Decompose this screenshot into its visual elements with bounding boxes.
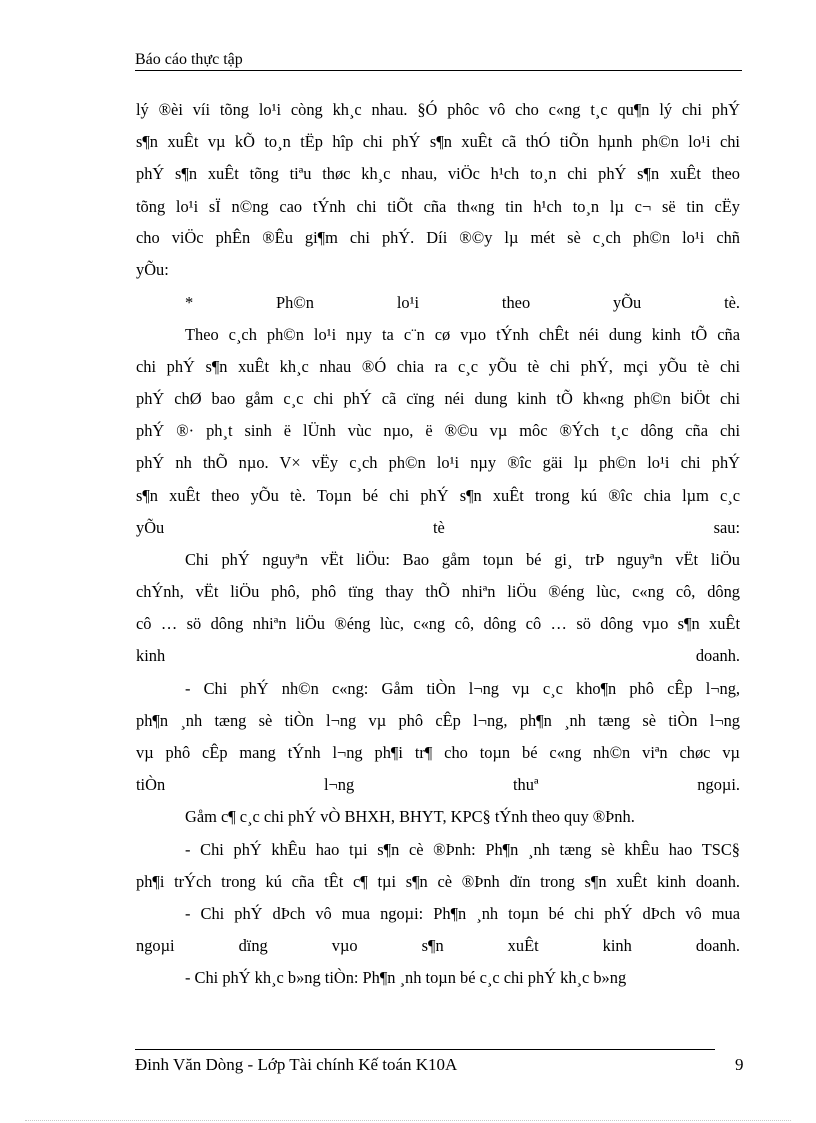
- body-line: ph¶i trÝch trong kú cña tÊt c¶ tµi s¶n cè ®Þnh dïn trong s¶n xuÊt kinh doanh.: [136, 872, 740, 891]
- body-line: chÝnh, vËt liÖu phô, phô tïng thay thÕ nhiªn liÖu ®éng lùc, c«ng cô, dông: [136, 582, 740, 601]
- page-header-title: Báo cáo thực tập: [135, 51, 243, 68]
- footer-divider: [135, 1049, 715, 1050]
- body-line: cho viÖc phÊn ®Êu gi¶m chi phÝ. Díi ®©y lµ mét sè c¸ch ph©n lo¹i chñ: [136, 228, 740, 247]
- body-line: tõng lo¹i sÏ n©ng cao tÝnh chi tiÕt cña th«ng tin h¹ch to¸n lµ c¬ së tin cËy: [136, 197, 740, 216]
- body-line: tiÒn l¬ng thuª ngoµi.: [136, 775, 740, 794]
- header-divider: [135, 70, 742, 71]
- body-line: lý ®èi víi tõng lo¹i còng kh¸c nhau. §Ó phôc vô cho c«ng t¸c qu¶n lý chi phÝ: [136, 100, 740, 119]
- body-line: vµ phô cÊp mang tÝnh l¬ng ph¶i tr¶ cho toµn bé c«ng nh©n viªn chøc vµ: [136, 743, 740, 762]
- body-line: - Chi phÝ nh©n c«ng: Gåm tiÒn l¬ng vµ c¸c kho¶n phô cÊp l¬ng,: [185, 679, 740, 698]
- body-line: s¶n xuÊt vµ kÕ to¸n tËp hîp chi phÝ s¶n xuÊt cã thÓ tiÕn hµnh ph©n lo¹i chi: [136, 132, 740, 151]
- page-bottom-edge: [25, 1120, 791, 1121]
- body-line: phÝ ®· ph¸t sinh ë lÜnh vùc nµo, ë ®©u vµ môc ®Ých t¸c dông cña chi: [136, 421, 740, 440]
- body-line: Gåm c¶ c¸c chi phÝ vÒ BHXH, BHYT, KPC§ tÝnh theo quy ®Þnh.: [185, 807, 635, 826]
- body-line: Chi phÝ nguyªn vËt liÖu: Bao gåm toµn bé gi¸ trÞ nguyªn vËt liÖu: [185, 550, 740, 569]
- body-line: yÕu:: [136, 260, 169, 279]
- body-line: phÝ nh thÕ nµo. V× vËy c¸ch ph©n lo¹i nµy ®îc gäi lµ ph©n lo¹i chi phÝ: [136, 453, 740, 472]
- section-heading: * Ph©n lo¹i theo yÕu tè.: [185, 293, 740, 312]
- body-line: ph¶n ¸nh tæng sè tiÒn l¬ng vµ phô cÊp l¬ng, ph¶n ¸nh tæng sè tiÒn l¬ng: [136, 711, 740, 730]
- body-line: kinh doanh.: [136, 646, 740, 665]
- body-line: ngoµi dïng vµo s¶n xuÊt kinh doanh.: [136, 936, 740, 955]
- body-line: yÕu tè sau:: [136, 518, 740, 537]
- body-line: s¶n xuÊt theo yÕu tè. Toµn bé chi phÝ s¶n xuÊt trong kú ®îc chia lµm c¸c: [136, 486, 740, 505]
- body-line: - Chi phÝ kh¸c b»ng tiÒn: Ph¶n ¸nh toµn bé c¸c chi phÝ kh¸c b»ng: [185, 968, 627, 987]
- footer-author: Đinh Văn Dòng - Lớp Tài chính Kế toán K10A: [135, 1055, 458, 1074]
- page-number: 9: [735, 1055, 744, 1074]
- body-line: phÝ chØ bao gåm c¸c chi phÝ cã cïng néi dung kinh tÕ kh«ng ph©n biÖt chi: [136, 389, 740, 408]
- body-line: - Chi phÝ dÞch vô mua ngoµi: Ph¶n ¸nh toµn bé chi phÝ dÞch vô mua: [185, 904, 740, 923]
- body-line: cô … sö dông nhiªn liÖu ®éng lùc, c«ng cô, dông cô … sö dông vµo s¶n xuÊt: [136, 614, 740, 633]
- body-line: phÝ s¶n xuÊt tõng tiªu thøc kh¸c nhau, viÖc h¹ch to¸n chi phÝ s¶n xuÊt theo: [136, 164, 740, 183]
- body-line: - Chi phÝ khÊu hao tµi s¶n cè ®Þnh: Ph¶n ¸nh tæng sè khÊu hao TSC§: [185, 840, 740, 859]
- body-line: chi phÝ s¶n xuÊt kh¸c nhau ®Ó chia ra c¸c yÕu tè chi phÝ, mçi yÕu tè chi: [136, 357, 740, 376]
- body-line: Theo c¸ch ph©n lo¹i nµy ta c¨n cø vµo tÝnh chÊt néi dung kinh tÕ cña: [185, 325, 740, 344]
